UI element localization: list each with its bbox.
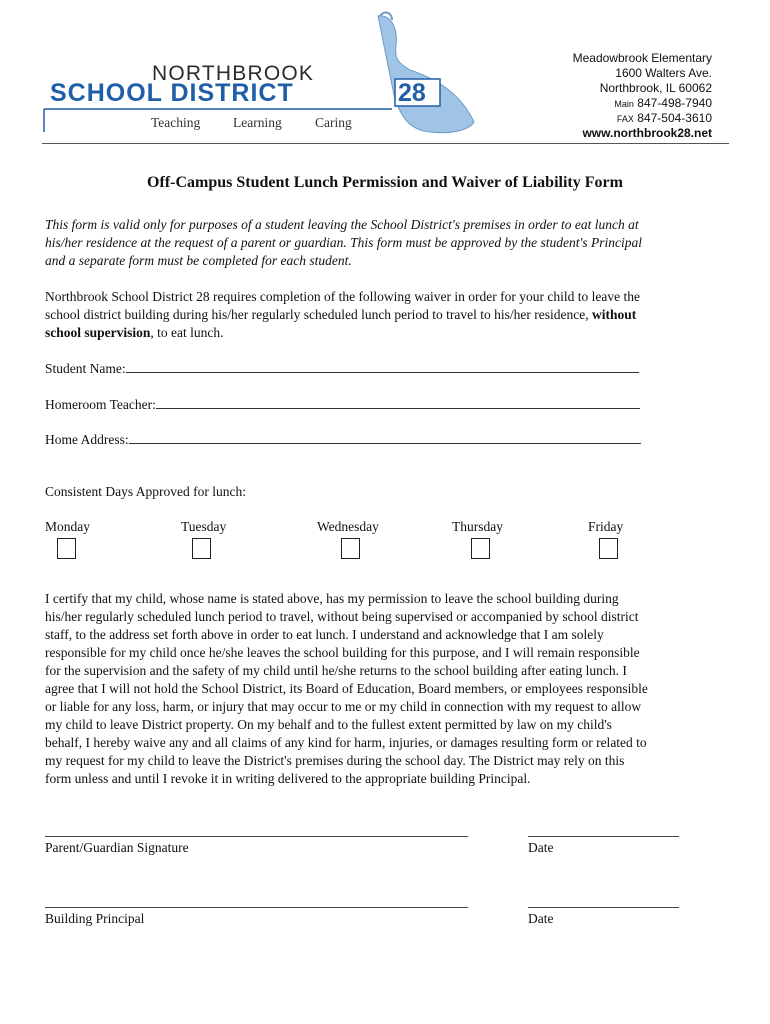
- school-street: 1600 Walters Ave.: [615, 66, 712, 80]
- certify-line: form unless and until I revoke it in writing delivered to the appropriate building Principal.: [45, 771, 531, 786]
- fax-line: [617, 111, 712, 125]
- home-address-label: Home Address:: [45, 432, 129, 447]
- parent-date-label: Date: [528, 840, 554, 855]
- days-prompt: Consistent Days Approved for lunch:: [45, 484, 246, 499]
- parent-date-line[interactable]: [528, 836, 679, 837]
- home-address-field: [45, 431, 641, 448]
- home-address-input[interactable]: [129, 431, 641, 444]
- form-title: Off-Campus Student Lunch Permission and Waiver of Liability Form: [147, 174, 623, 191]
- student-name-label: Student Name:: [45, 361, 126, 376]
- main-phone-line: [614, 96, 712, 110]
- fax-label: FAX: [616, 114, 634, 124]
- tagline-teaching: Teaching: [151, 115, 201, 130]
- intro-line: his/her residence at the request of a parent or guardian. This form must be approved by the student's Principal: [45, 235, 642, 250]
- main-phone-label: Main: [614, 99, 634, 109]
- homeroom-teacher-field: [45, 396, 640, 413]
- requirement-line: Northbrook School District 28 requires completion of the following waiver in order for your child to leave the: [45, 289, 640, 304]
- fax-phone: 847-504-3610: [637, 111, 712, 125]
- certify-line: agree that I will not hold the School District, its Board of Education, Board members, or employees responsible: [45, 681, 648, 696]
- certify-line: I certify that my child, whose name is stated above, has my permission to leave the school building during: [45, 591, 619, 606]
- principal-signature-line[interactable]: [45, 907, 468, 908]
- certify-line: staff, to the address set forth above in order to eat lunch. I understand and acknowledge that I am solely: [45, 627, 604, 642]
- principal-date-label: Date: [528, 911, 554, 926]
- requirement-paragraph: [45, 288, 735, 342]
- intro-line: and a separate form must be completed for each student.: [45, 253, 352, 268]
- parent-signature-line[interactable]: [45, 836, 468, 837]
- checkbox-friday[interactable]: [599, 538, 618, 559]
- certify-line: my child to leave District property. On my behalf and to the fullest extent permitted by law on my child's: [45, 717, 612, 732]
- homeroom-teacher-input[interactable]: [156, 396, 640, 409]
- tagline-caring: Caring: [315, 115, 352, 130]
- checkbox-tuesday[interactable]: [192, 538, 211, 559]
- day-label-friday: Friday: [588, 519, 624, 534]
- main-phone: 847-498-7940: [637, 96, 712, 110]
- certify-line: or liable for any loss, harm, or injury that may occur to me or my child in connection with my request to allow: [45, 699, 642, 714]
- student-name-input[interactable]: [126, 360, 639, 373]
- intro-paragraph: [45, 216, 735, 270]
- principal-signature-label: Building Principal: [45, 911, 145, 926]
- header-divider: [42, 143, 729, 144]
- day-label-tuesday: Tuesday: [181, 519, 227, 534]
- website-link[interactable]: www.northbrook28.net: [582, 126, 712, 140]
- student-name-field: [45, 360, 639, 377]
- checkbox-wednesday[interactable]: [341, 538, 360, 559]
- homeroom-teacher-label: Homeroom Teacher:: [45, 397, 156, 412]
- day-label-thursday: Thursday: [452, 519, 503, 534]
- intro-line: This form is valid only for purposes of a student leaving the School District's premises in order to eat lunch at: [45, 217, 639, 232]
- principal-date-line[interactable]: [528, 907, 679, 908]
- certify-line: his/her regularly scheduled lunch period to travel, without being supervised or accompanied by school district: [45, 609, 639, 624]
- logo-wordmark-main: SCHOOL DISTRICT: [50, 79, 294, 107]
- certify-line: responsible for my child once he/she leaves the school building for this purpose, and I will remain responsible: [45, 645, 640, 660]
- checkbox-monday[interactable]: [57, 538, 76, 559]
- emphasis-without: without: [592, 307, 637, 322]
- certify-line: behalf, I hereby waive any and all claims of any kind for harm, injuries, or damages resulting form or related to: [45, 735, 647, 750]
- certify-line: my request for my child to leave the District's premises during the school day. The District may rely on this: [45, 753, 625, 768]
- emphasis-school-supervision: school supervision: [45, 325, 151, 340]
- school-city: Northbrook, IL 60062: [599, 81, 712, 95]
- school-name: Meadowbrook Elementary: [572, 51, 712, 65]
- requirement-line: school district building during his/her regularly scheduled lunch period to travel to his/her residence, without: [45, 307, 637, 322]
- parent-signature-label: Parent/Guardian Signature: [45, 840, 189, 855]
- certify-line: for the supervision and the safety of my child until he/she returns to the school building after eating lunch. I: [45, 663, 627, 678]
- logo-number: 28: [398, 79, 426, 107]
- day-label-monday: Monday: [45, 519, 90, 534]
- day-label-wednesday: Wednesday: [317, 519, 379, 534]
- requirement-line: school supervision, to eat lunch.: [45, 325, 224, 340]
- bell-icon: [378, 16, 474, 133]
- tagline-learning: Learning: [233, 115, 282, 130]
- certification-paragraph: [45, 590, 735, 788]
- logo-wordmark-top: NORTHBROOK: [152, 62, 315, 85]
- checkbox-thursday[interactable]: [471, 538, 490, 559]
